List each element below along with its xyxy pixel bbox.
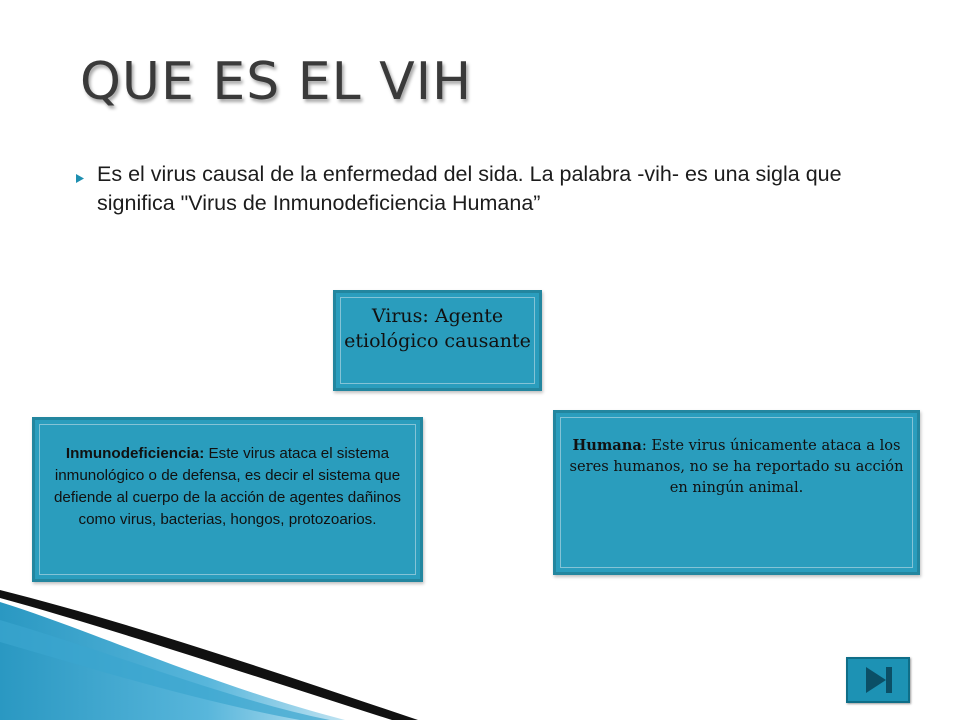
- inmunodeficiencia-term: Inmunodeficiencia:: [65, 445, 205, 462]
- bullet-text: Es el virus causal de la enfermedad del sida. La palabra -vih- es una sigla que significa "Virus de Inmunodeficiencia Humana”: [97, 162, 842, 215]
- slide-title: QUE ES EL VIH: [80, 52, 473, 112]
- inmunodeficiencia-definition-box: [32, 417, 423, 582]
- humana-definition-box: [553, 410, 920, 575]
- skip-next-icon: [848, 659, 908, 701]
- bullet-item: [75, 160, 865, 218]
- triangle-bullet-icon: [75, 169, 97, 188]
- inmunodeficiencia-text: Este virus ataca el sistema inmunológico o de defensa, es decir el sistema que defiende al cuerpo de la acción de agentes dañinos como virus, bacterias, hongos, protozoarios.: [53, 445, 402, 528]
- next-slide-button[interactable]: [846, 657, 910, 703]
- humana-text: : Este virus únicamente ataca a los seres humanos, no se ha reportado su acción en ningún animal.: [569, 437, 904, 496]
- virus-term: Virus: [371, 305, 423, 327]
- virus-definition-box: [333, 290, 542, 391]
- virus-text: : Agente etiológico causante: [344, 305, 531, 352]
- swoosh-decoration: [0, 590, 420, 720]
- humana-term: Humana: [572, 437, 642, 454]
